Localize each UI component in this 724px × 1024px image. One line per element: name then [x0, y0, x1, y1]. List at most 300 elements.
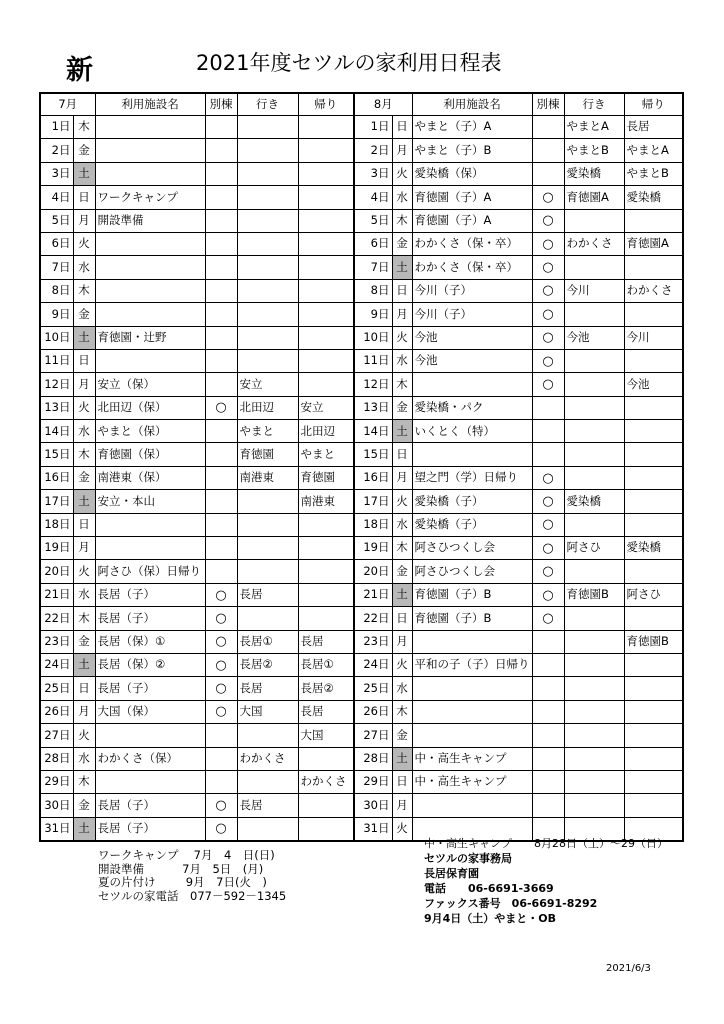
aug-facility-cell: [412, 373, 532, 396]
july-weekday-cell: 土: [73, 162, 95, 185]
july-facility-cell: [95, 256, 205, 279]
july-day-cell: 6日: [40, 232, 73, 255]
aug-facility-cell: 愛染橋（子）: [412, 513, 532, 536]
july-annex-cell: ○: [205, 653, 237, 676]
aug-annex-cell: [532, 139, 564, 162]
july-weekday-cell: 水: [73, 583, 95, 606]
july-weekday-cell: 水: [73, 420, 95, 443]
aug-go-cell: [564, 677, 624, 700]
aug-return-cell: [624, 747, 683, 770]
aug-day-cell: 22日: [354, 607, 392, 630]
july-annex-cell: [205, 279, 237, 302]
aug-weekday-cell: 金: [392, 396, 412, 419]
july-weekday-cell: 金: [73, 794, 95, 817]
july-return-cell: 長居②: [298, 677, 354, 700]
july-annex-cell: ○: [205, 583, 237, 606]
table-row: [40, 583, 683, 606]
july-facility-cell: 長居（子）: [95, 677, 205, 700]
aug-weekday-cell: 水: [392, 186, 412, 209]
july-facility-cell: 安立（保）: [95, 373, 205, 396]
july-day-cell: 23日: [40, 630, 73, 653]
july-annex-cell: [205, 209, 237, 232]
july-annex-cell: [205, 770, 237, 793]
aug-facility-cell: 平和の子（子）日帰り: [412, 653, 532, 676]
aug-return-cell: [624, 724, 683, 747]
july-weekday-cell: 金: [73, 139, 95, 162]
aug-go-cell: やまとB: [564, 139, 624, 162]
july-facility-cell: [95, 513, 205, 536]
table-row: [40, 116, 683, 139]
july-weekday-cell: 水: [73, 256, 95, 279]
july-return-cell: [298, 794, 354, 817]
july-facility-cell: 長居（子）: [95, 607, 205, 630]
aug-weekday-cell: 日: [392, 279, 412, 302]
july-facility-cell: 長居（子）: [95, 583, 205, 606]
july-return-cell: [298, 232, 354, 255]
july-annex-cell: [205, 747, 237, 770]
aug-annex-cell: [532, 443, 564, 466]
july-day-cell: 31日: [40, 817, 73, 841]
july-facility-cell: [95, 162, 205, 185]
july-go-cell: 長居: [237, 583, 298, 606]
aug-annex-cell: ○: [532, 256, 564, 279]
july-weekday-cell: 木: [73, 607, 95, 630]
aug-day-cell: 29日: [354, 770, 392, 793]
july-day-cell: 14日: [40, 420, 73, 443]
table-row: [40, 653, 683, 676]
july-weekday-cell: 木: [73, 279, 95, 302]
july-weekday-cell: 火: [73, 232, 95, 255]
july-weekday-cell: 日: [73, 186, 95, 209]
july-weekday-cell: 土: [73, 817, 95, 841]
july-go-cell: 南港東: [237, 466, 298, 489]
table-row: [40, 162, 683, 185]
table-row: [40, 794, 683, 817]
july-facility-cell: 南港東（保）: [95, 466, 205, 489]
july-annex-cell: [205, 420, 237, 443]
schedule-table: [39, 92, 684, 842]
aug-weekday-cell: 土: [392, 583, 412, 606]
aug-facility-cell: 阿さひつくし会: [412, 537, 532, 560]
aug-weekday-cell: 火: [392, 490, 412, 513]
aug-day-cell: 4日: [354, 186, 392, 209]
aug-facility-cell: 望之門（学）日帰り: [412, 466, 532, 489]
july-return-cell: 安立: [298, 396, 354, 419]
july-day-cell: 28日: [40, 747, 73, 770]
aug-facility-cell: やまと（子）A: [412, 116, 532, 139]
table-row: [40, 303, 683, 326]
july-go-cell: 大国: [237, 700, 298, 723]
aug-go-cell: [564, 349, 624, 372]
aug-go-cell: [564, 794, 624, 817]
aug-day-cell: 16日: [354, 466, 392, 489]
july-go-cell: 長居: [237, 794, 298, 817]
july-day-cell: 4日: [40, 186, 73, 209]
july-go-cell: [237, 232, 298, 255]
aug-facility-cell: 中・高生キャンプ: [412, 770, 532, 793]
aug-facility-cell: わかくさ（保・卒）: [412, 256, 532, 279]
july-weekday-cell: 月: [73, 537, 95, 560]
notes-left: [98, 849, 286, 903]
july-day-cell: 16日: [40, 466, 73, 489]
aug-facility-cell: 今池: [412, 326, 532, 349]
aug-return-cell: [624, 420, 683, 443]
aug-weekday-cell: 月: [392, 466, 412, 489]
july-go-cell: [237, 162, 298, 185]
july-annex-cell: ○: [205, 700, 237, 723]
table-row: [40, 420, 683, 443]
july-weekday-cell: 木: [73, 770, 95, 793]
aug-return-cell: 愛染橋: [624, 186, 683, 209]
july-go-cell: [237, 513, 298, 536]
aug-day-cell: 6日: [354, 232, 392, 255]
aug-annex-cell: ○: [532, 326, 564, 349]
july-day-cell: 18日: [40, 513, 73, 536]
aug-day-cell: 10日: [354, 326, 392, 349]
aug-annex-cell: [532, 420, 564, 443]
july-weekday-cell: 日: [73, 349, 95, 372]
july-facility-cell: 開設準備: [95, 209, 205, 232]
july-return-cell: [298, 537, 354, 560]
july-day-cell: 29日: [40, 770, 73, 793]
july-annex-cell: [205, 560, 237, 583]
july-annex-cell: [205, 724, 237, 747]
july-weekday-cell: 日: [73, 677, 95, 700]
aug-go-cell: 愛染橋: [564, 162, 624, 185]
aug-weekday-cell: 土: [392, 420, 412, 443]
aug-day-cell: 11日: [354, 349, 392, 372]
july-weekday-cell: 木: [73, 443, 95, 466]
july-annex-cell: [205, 139, 237, 162]
july-annex-cell: ○: [205, 607, 237, 630]
aug-facility-cell: 愛染橋（保）: [412, 162, 532, 185]
table-row: [40, 209, 683, 232]
aug-annex-cell: [532, 700, 564, 723]
aug-return-cell: [624, 677, 683, 700]
aug-facility-cell: [412, 630, 532, 653]
aug-day-cell: 12日: [354, 373, 392, 396]
aug-go-cell: [564, 653, 624, 676]
july-go-header: 行き: [237, 93, 298, 116]
july-day-cell: 3日: [40, 162, 73, 185]
aug-facility-cell: 育徳園（子）A: [412, 209, 532, 232]
aug-annex-cell: ○: [532, 607, 564, 630]
july-return-cell: [298, 303, 354, 326]
july-return-cell: [298, 583, 354, 606]
aug-facility-header: 利用施設名: [412, 93, 532, 116]
july-return-cell: 長居: [298, 630, 354, 653]
aug-day-cell: 27日: [354, 724, 392, 747]
aug-annex-cell: [532, 162, 564, 185]
aug-annex-cell: [532, 653, 564, 676]
july-weekday-cell: 土: [73, 653, 95, 676]
july-go-cell: [237, 607, 298, 630]
july-annex-cell: ○: [205, 677, 237, 700]
july-go-cell: [237, 279, 298, 302]
aug-go-cell: 今川: [564, 279, 624, 302]
table-row: [40, 349, 683, 372]
note-line: セツルの家事務局: [424, 852, 512, 865]
aug-return-cell: 長居: [624, 116, 683, 139]
aug-day-cell: 28日: [354, 747, 392, 770]
july-facility-cell: 阿さひ（保）日帰り: [95, 560, 205, 583]
aug-day-cell: 31日: [354, 817, 392, 841]
aug-return-cell: [624, 209, 683, 232]
aug-weekday-cell: 木: [392, 373, 412, 396]
aug-return-cell: 今川: [624, 326, 683, 349]
july-annex-cell: [205, 513, 237, 536]
july-go-cell: [237, 116, 298, 139]
aug-go-cell: [564, 466, 624, 489]
aug-annex-cell: ○: [532, 583, 564, 606]
table-row: [40, 139, 683, 162]
table-row: [40, 396, 683, 419]
aug-facility-cell: [412, 700, 532, 723]
aug-annex-cell: [532, 724, 564, 747]
aug-return-cell: 愛染橋: [624, 537, 683, 560]
aug-go-header: 行き: [564, 93, 624, 116]
july-day-cell: 21日: [40, 583, 73, 606]
july-annex-cell: ○: [205, 794, 237, 817]
aug-day-cell: 30日: [354, 794, 392, 817]
aug-go-cell: [564, 256, 624, 279]
july-facility-cell: 北田辺（保）: [95, 396, 205, 419]
aug-annex-cell: ○: [532, 373, 564, 396]
aug-day-cell: 24日: [354, 653, 392, 676]
july-annex-cell: [205, 373, 237, 396]
july-annex-cell: ○: [205, 630, 237, 653]
aug-return-cell: [624, 466, 683, 489]
july-day-cell: 11日: [40, 349, 73, 372]
july-go-cell: [237, 770, 298, 793]
aug-day-cell: 21日: [354, 583, 392, 606]
aug-go-cell: [564, 396, 624, 419]
table-row: [40, 747, 683, 770]
july-day-cell: 5日: [40, 209, 73, 232]
aug-weekday-cell: 土: [392, 256, 412, 279]
aug-day-cell: 23日: [354, 630, 392, 653]
table-row: [40, 770, 683, 793]
aug-return-cell: 阿さひ: [624, 583, 683, 606]
july-annex-cell: [205, 116, 237, 139]
table-row: [40, 256, 683, 279]
july-weekday-cell: 金: [73, 630, 95, 653]
july-return-cell: [298, 560, 354, 583]
july-day-cell: 19日: [40, 537, 73, 560]
july-annex-cell: [205, 443, 237, 466]
note-line: 夏の片付け 9月 7日(火 ): [98, 875, 267, 889]
table-row: [40, 326, 683, 349]
table-row: [40, 373, 683, 396]
aug-go-cell: わかくさ: [564, 232, 624, 255]
july-facility-cell: 長居（子）: [95, 817, 205, 841]
aug-go-cell: [564, 513, 624, 536]
aug-weekday-cell: 月: [392, 303, 412, 326]
aug-weekday-cell: 月: [392, 794, 412, 817]
july-facility-cell: [95, 279, 205, 302]
table-row: [40, 186, 683, 209]
aug-weekday-cell: 金: [392, 560, 412, 583]
july-weekday-cell: 土: [73, 490, 95, 513]
july-go-cell: [237, 326, 298, 349]
aug-day-cell: 5日: [354, 209, 392, 232]
aug-weekday-cell: 日: [392, 607, 412, 630]
july-annex-cell: [205, 186, 237, 209]
aug-facility-cell: 愛染橋・パク: [412, 396, 532, 419]
aug-return-header: 帰り: [624, 93, 683, 116]
july-go-cell: [237, 537, 298, 560]
aug-day-cell: 15日: [354, 443, 392, 466]
july-weekday-cell: 火: [73, 560, 95, 583]
aug-day-cell: 1日: [354, 116, 392, 139]
aug-go-cell: [564, 560, 624, 583]
july-annex-header: 別棟: [205, 93, 237, 116]
aug-facility-cell: 阿さひつくし会: [412, 560, 532, 583]
aug-facility-cell: 育徳園（子）B: [412, 583, 532, 606]
aug-facility-cell: [412, 724, 532, 747]
aug-go-cell: [564, 209, 624, 232]
aug-return-cell: [624, 794, 683, 817]
note-line: 電話 06-6691-3669: [424, 882, 554, 895]
july-facility-cell: [95, 770, 205, 793]
aug-facility-cell: 育徳園（子）B: [412, 607, 532, 630]
aug-go-cell: [564, 420, 624, 443]
table-row: [40, 700, 683, 723]
july-day-cell: 17日: [40, 490, 73, 513]
july-annex-cell: [205, 490, 237, 513]
july-facility-cell: [95, 116, 205, 139]
july-day-cell: 7日: [40, 256, 73, 279]
aug-weekday-cell: 木: [392, 700, 412, 723]
july-return-cell: [298, 162, 354, 185]
note-line: 中・高生キャンプ 8月28日（土）～29（日）: [424, 837, 668, 850]
july-weekday-cell: 木: [73, 116, 95, 139]
aug-annex-cell: [532, 630, 564, 653]
table-row: [40, 607, 683, 630]
july-return-cell: [298, 349, 354, 372]
aug-day-cell: 18日: [354, 513, 392, 536]
note-line: 9月4日（土）やまと・OB: [424, 912, 557, 925]
aug-return-cell: 育徳園B: [624, 630, 683, 653]
july-annex-cell: [205, 232, 237, 255]
july-facility-cell: ワークキャンプ: [95, 186, 205, 209]
aug-return-cell: [624, 700, 683, 723]
july-go-cell: 安立: [237, 373, 298, 396]
aug-weekday-cell: 日: [392, 770, 412, 793]
aug-weekday-cell: 火: [392, 326, 412, 349]
july-weekday-cell: 日: [73, 513, 95, 536]
aug-return-cell: [624, 513, 683, 536]
aug-go-cell: [564, 630, 624, 653]
aug-return-cell: 育徳園A: [624, 232, 683, 255]
table-row: [40, 560, 683, 583]
aug-weekday-cell: 月: [392, 139, 412, 162]
table-row: [40, 443, 683, 466]
july-annex-cell: [205, 466, 237, 489]
aug-go-cell: [564, 303, 624, 326]
july-go-cell: [237, 209, 298, 232]
july-annex-cell: [205, 326, 237, 349]
table-row: [40, 677, 683, 700]
note-line: 開設準備 7月 5日 (月): [98, 861, 264, 876]
aug-day-cell: 26日: [354, 700, 392, 723]
july-return-cell: [298, 607, 354, 630]
aug-day-cell: 3日: [354, 162, 392, 185]
july-annex-cell: ○: [205, 396, 237, 419]
aug-annex-cell: ○: [532, 560, 564, 583]
july-go-cell: やまと: [237, 420, 298, 443]
aug-facility-cell: 今池: [412, 349, 532, 372]
aug-facility-cell: 育徳園（子）A: [412, 186, 532, 209]
july-weekday-cell: 金: [73, 303, 95, 326]
july-day-cell: 27日: [40, 724, 73, 747]
aug-day-cell: 17日: [354, 490, 392, 513]
july-weekday-cell: 火: [73, 396, 95, 419]
aug-facility-cell: わかくさ（保・卒）: [412, 232, 532, 255]
july-weekday-cell: 金: [73, 466, 95, 489]
aug-weekday-cell: 土: [392, 747, 412, 770]
july-day-cell: 12日: [40, 373, 73, 396]
july-annex-cell: [205, 303, 237, 326]
july-facility-cell: [95, 139, 205, 162]
aug-facility-cell: いくとく（特）: [412, 420, 532, 443]
aug-facility-cell: 中・高生キャンプ: [412, 747, 532, 770]
july-return-cell: [298, 747, 354, 770]
aug-go-cell: 今池: [564, 326, 624, 349]
aug-return-cell: [624, 256, 683, 279]
aug-go-cell: [564, 443, 624, 466]
aug-return-cell: [624, 653, 683, 676]
july-annex-cell: [205, 162, 237, 185]
aug-annex-header: 別棟: [532, 93, 564, 116]
july-go-cell: [237, 724, 298, 747]
table-row: [40, 232, 683, 255]
aug-facility-cell: [412, 677, 532, 700]
july-day-cell: 22日: [40, 607, 73, 630]
aug-day-cell: 13日: [354, 396, 392, 419]
aug-weekday-cell: 火: [392, 653, 412, 676]
aug-annex-cell: ○: [532, 490, 564, 513]
aug-weekday-cell: 水: [392, 513, 412, 536]
aug-weekday-cell: 日: [392, 443, 412, 466]
aug-return-cell: 今池: [624, 373, 683, 396]
july-return-cell: [298, 373, 354, 396]
note-line: ファックス番号 06-6691-8292: [424, 897, 598, 910]
aug-return-cell: やまとA: [624, 139, 683, 162]
july-go-cell: 北田辺: [237, 396, 298, 419]
aug-return-cell: わかくさ: [624, 279, 683, 302]
july-return-cell: [298, 209, 354, 232]
july-return-cell: 長居①: [298, 653, 354, 676]
july-go-cell: [237, 139, 298, 162]
table-row: [40, 513, 683, 536]
july-day-cell: 25日: [40, 677, 73, 700]
july-facility-cell: [95, 303, 205, 326]
table-row: [40, 724, 683, 747]
aug-go-cell: 阿さひ: [564, 537, 624, 560]
aug-return-cell: [624, 607, 683, 630]
aug-weekday-cell: 火: [392, 162, 412, 185]
july-day-cell: 24日: [40, 653, 73, 676]
july-month-header: 7月: [40, 93, 95, 116]
aug-return-cell: [624, 770, 683, 793]
july-return-cell: 北田辺: [298, 420, 354, 443]
july-day-cell: 1日: [40, 116, 73, 139]
aug-day-cell: 19日: [354, 537, 392, 560]
july-return-cell: 育徳園: [298, 466, 354, 489]
july-weekday-cell: 月: [73, 700, 95, 723]
july-weekday-cell: 月: [73, 373, 95, 396]
